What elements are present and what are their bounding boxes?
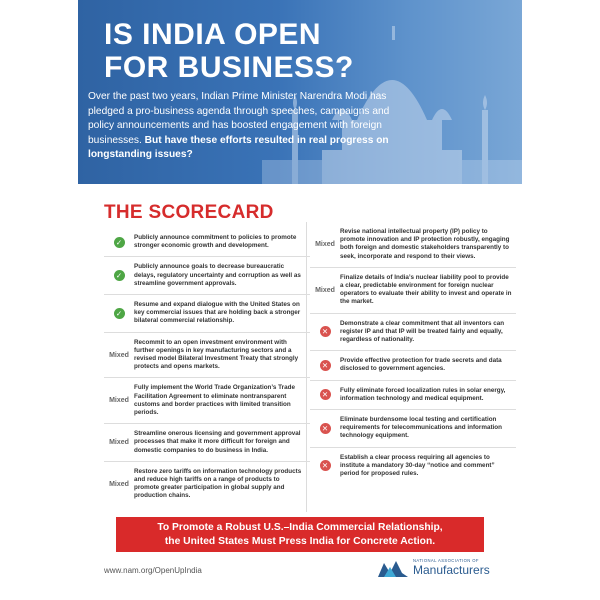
scorecard-item-text: Fully implement the World Trade Organization’s Trade Facilitation Agreement to eliminate nontransparent customs and border practices with limited transition periods. bbox=[134, 384, 295, 417]
scorecard-item-text: Fully eliminate forced localization rules in solar energy, information technology and medical equipment. bbox=[340, 386, 506, 402]
status-mixed-label: Mixed bbox=[109, 480, 129, 488]
status-mixed-label: Mixed bbox=[315, 240, 335, 248]
hero-title bbox=[104, 18, 354, 84]
scorecard-item-text: Publicly announce goals to decrease bureaucratic delays, regulatory uncertainty and corruption as well as streamline government approvals. bbox=[134, 263, 301, 287]
scorecard-item-text: Finalize details of India’s nuclear liability pool to provide a clear, predictable environment for foreign nuclear operators to evaluate their ability to invest and operate in the market. bbox=[340, 273, 512, 306]
poster bbox=[78, 0, 522, 600]
cross-icon: ✕ bbox=[320, 360, 331, 371]
scorecard-row bbox=[310, 268, 516, 314]
scorecard-item-text: Demonstrate a clear commitment that all inventors can register IP and that IP will be treated fairly and equally, regardless of nationality. bbox=[340, 319, 505, 344]
hero-intro-text bbox=[88, 90, 408, 163]
status-cell bbox=[310, 326, 340, 337]
status-mixed-label: Mixed bbox=[109, 397, 129, 405]
hero-banner bbox=[78, 0, 522, 184]
scorecard-row bbox=[310, 314, 516, 352]
status-cell bbox=[104, 308, 134, 319]
scorecard-item-text: Restore zero tariffs on information technology products and reduce high tariffs on a range of products to promote greater participation in global supply and production chains. bbox=[134, 467, 302, 500]
scorecard-row bbox=[104, 333, 310, 379]
scorecard-item-text: Revise national intellectual property (IP) policy to promote innovation and IP protection robustly, engaging both foreign and domestic stakeholders transparently to seek, incorporate and respond to their views. bbox=[340, 228, 510, 260]
scorecard-item-text: Streamline onerous licensing and government approval processes that make it more difficult for foreign and domestic companies to do business in India. bbox=[134, 430, 301, 454]
status-cell bbox=[104, 237, 134, 248]
status-mixed-label: Mixed bbox=[109, 439, 129, 447]
status-cell bbox=[310, 423, 340, 434]
hero-title-line-2: FOR BUSINESS? bbox=[104, 51, 354, 84]
check-icon: ✓ bbox=[114, 308, 125, 319]
cta-line-1: To Promote a Robust U.S.–India Commercial Relationship, bbox=[157, 522, 443, 533]
cross-icon: ✕ bbox=[320, 460, 331, 471]
scorecard-item-text: Eliminate burdensome local testing and certification requirements for telecommunications and information technology equipment. bbox=[340, 416, 502, 440]
scorecard-row bbox=[104, 295, 310, 333]
status-cell bbox=[104, 270, 134, 281]
nam-logo-mark-icon bbox=[378, 559, 408, 577]
cta-line-2: the United States Must Press India for Concrete Action. bbox=[164, 535, 436, 547]
check-icon: ✓ bbox=[114, 270, 125, 281]
scorecard-row bbox=[104, 257, 310, 295]
scorecard-right-column bbox=[310, 222, 516, 484]
scorecard-row bbox=[104, 462, 310, 507]
nam-logo bbox=[378, 558, 490, 577]
scorecard-row bbox=[104, 228, 310, 257]
scorecard-row bbox=[310, 410, 516, 448]
cross-icon: ✕ bbox=[320, 326, 331, 337]
scorecard-item-text: Resume and expand dialogue with the United States on key commercial issues that are holding back a stronger bilateral commercial relationship. bbox=[134, 301, 301, 325]
status-mixed-label: Mixed bbox=[315, 286, 335, 294]
logo-big-text: Manufacturers bbox=[413, 563, 490, 577]
scorecard-row bbox=[310, 351, 516, 380]
logo-small-text: NATIONAL ASSOCIATION OF bbox=[413, 558, 479, 563]
scorecard-row bbox=[104, 424, 310, 462]
scorecard-row bbox=[310, 222, 516, 268]
cross-icon: ✕ bbox=[320, 423, 331, 434]
call-to-action-banner bbox=[116, 517, 484, 552]
status-mixed-label: Mixed bbox=[109, 351, 129, 359]
status-cell bbox=[310, 460, 340, 471]
scorecard-item-text: Recommit to an open investment environment with further openings in key manufacturing sectors and a revised model Bilateral Investment Treaty that strongly protects and opens markets. bbox=[134, 338, 299, 371]
hero-intro-bold: But have these efforts resulted in real progress on longstanding issues? bbox=[88, 134, 389, 161]
scorecard-item-text: Provide effective protection for trade secrets and data disclosed to government agencies. bbox=[340, 357, 502, 373]
hero-title-line-1: IS INDIA OPEN bbox=[104, 18, 322, 51]
scorecard-heading: THE SCORECARD bbox=[104, 202, 274, 223]
check-icon: ✓ bbox=[114, 237, 125, 248]
scorecard-row bbox=[310, 381, 516, 410]
scorecard-left-column bbox=[104, 228, 310, 507]
hero-intro-body: Over the past two years, Indian Prime Minister Narendra Modi has pledged a pro-business agenda through speeches, campaigns and policy announcements and has boosted engagement with foreign businesses. bbox=[88, 91, 390, 146]
scorecard-row bbox=[104, 378, 310, 424]
scorecard-row bbox=[310, 448, 516, 485]
scorecard-item-text: Establish a clear process requiring all agencies to institute a mandatory 30-day “notice and comment” period for proposed rules. bbox=[340, 453, 495, 478]
footer-url-link[interactable]: www.nam.org/OpenUpIndia bbox=[104, 566, 202, 575]
cross-icon: ✕ bbox=[320, 389, 331, 400]
status-cell bbox=[310, 360, 340, 371]
status-cell bbox=[310, 389, 340, 400]
scorecard-item-text: Publicly announce commitment to policies to promote stronger economic growth and development. bbox=[134, 234, 297, 250]
